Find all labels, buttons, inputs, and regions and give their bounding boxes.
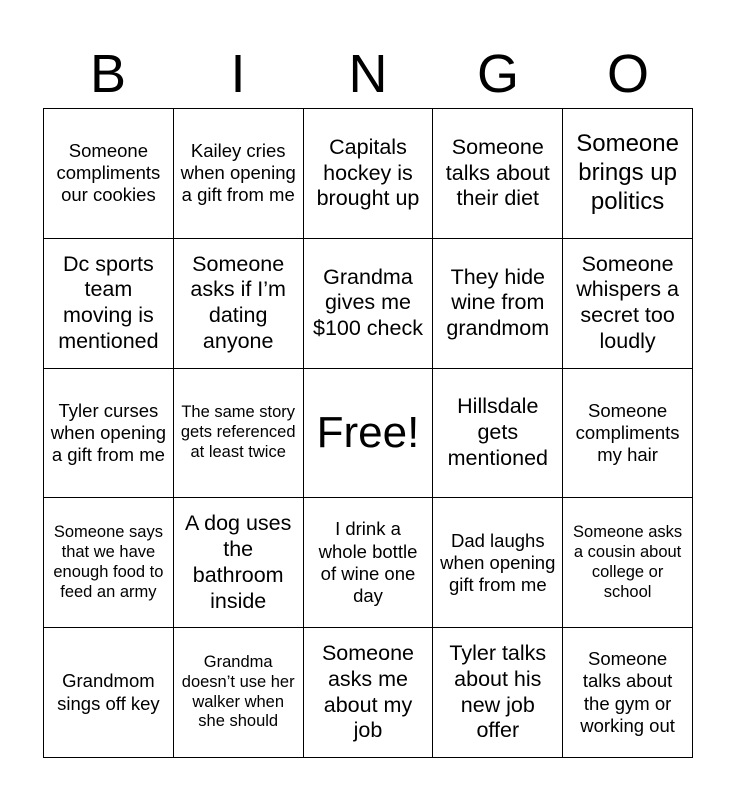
bingo-cell-r5c2[interactable] — [174, 628, 304, 758]
cell-text: Hillsdale gets mentioned — [447, 394, 548, 470]
free-space-text: Free! — [316, 407, 420, 457]
bingo-cell-r1c2[interactable] — [174, 109, 304, 239]
cell-text: Someone compliments our cookies — [56, 140, 161, 206]
cell-text: Capitals hockey is brought up — [316, 134, 420, 211]
header-letter-o: O — [606, 44, 649, 104]
bingo-cell-r4c2[interactable] — [174, 498, 304, 628]
bingo-cell-r2c4[interactable] — [433, 239, 563, 369]
bingo-cell-r1c3[interactable] — [304, 109, 434, 239]
bingo-board — [43, 108, 693, 758]
cell-text: Tyler talks about his new job offer — [449, 641, 547, 743]
cell-text: Someone compliments my hair — [575, 399, 680, 466]
bingo-cell-r3c1[interactable] — [44, 369, 174, 499]
header-letter-n: N — [348, 44, 388, 104]
bingo-cell-r3c2[interactable] — [174, 369, 304, 499]
cell-text: The same story gets referenced at least twice — [180, 403, 296, 461]
cell-text: Someone talks about the gym or working out — [580, 648, 675, 736]
cell-text: Dad laughs when opening gift from me — [440, 529, 556, 595]
cell-text: Tyler curses when opening a gift from me — [50, 399, 166, 466]
bingo-cell-r5c3[interactable] — [304, 628, 434, 758]
bingo-cell-r2c5[interactable] — [563, 239, 693, 369]
bingo-cell-r3c5[interactable] — [563, 369, 693, 499]
cell-text: Someone talks about their diet — [445, 134, 550, 211]
cell-text: A dog uses the bathroom inside — [185, 511, 292, 613]
bingo-cell-r1c5[interactable] — [563, 109, 693, 239]
bingo-cell-r4c1[interactable] — [44, 498, 174, 628]
bingo-header — [43, 40, 693, 108]
header-letter-b: B — [89, 44, 127, 104]
cell-text: Someone brings up politics — [576, 130, 679, 215]
cell-text: Someone whispers a secret too loudly — [576, 251, 679, 353]
bingo-cell-r5c4[interactable] — [433, 628, 563, 758]
bingo-cell-r2c3[interactable] — [304, 239, 434, 369]
cell-text: Someone says that we have enough food to feed an army — [53, 523, 164, 601]
cell-text: Grandmom sings off key — [57, 670, 160, 714]
bingo-cell-r1c1[interactable] — [44, 109, 174, 239]
bingo-cell-r4c4[interactable] — [433, 498, 563, 628]
bingo-cell-r1c4[interactable] — [433, 109, 563, 239]
cell-text: They hide wine from grandmom — [446, 264, 550, 341]
cell-text: I drink a whole bottle of wine one day — [318, 518, 418, 606]
header-letter-i: I — [230, 44, 246, 104]
bingo-cell-r4c5[interactable] — [563, 498, 693, 628]
bingo-cell-r3c4[interactable] — [433, 369, 563, 499]
cell-text: Grandma gives me $100 check — [313, 264, 423, 341]
cell-text: Someone asks if I’m dating anyone — [190, 251, 286, 353]
bingo-cell-r4c3[interactable] — [304, 498, 434, 628]
header-letter-g: G — [476, 44, 519, 104]
cell-text: Someone asks a cousin about college or school — [573, 523, 683, 601]
bingo-cell-r5c1[interactable] — [44, 628, 174, 758]
cell-text: Kailey cries when opening a gift from me — [180, 140, 296, 206]
cell-text: Someone asks me about my job — [321, 641, 415, 743]
bingo-cell-r2c2[interactable] — [174, 239, 304, 369]
bingo-cell-r2c1[interactable] — [44, 239, 174, 369]
bingo-cell-r5c5[interactable] — [563, 628, 693, 758]
bingo-cell-free[interactable] — [304, 369, 434, 499]
cell-text: Grandma doesn’t use her walker when she should — [181, 653, 295, 731]
cell-text: Dc sports team moving is mentioned — [58, 251, 159, 353]
